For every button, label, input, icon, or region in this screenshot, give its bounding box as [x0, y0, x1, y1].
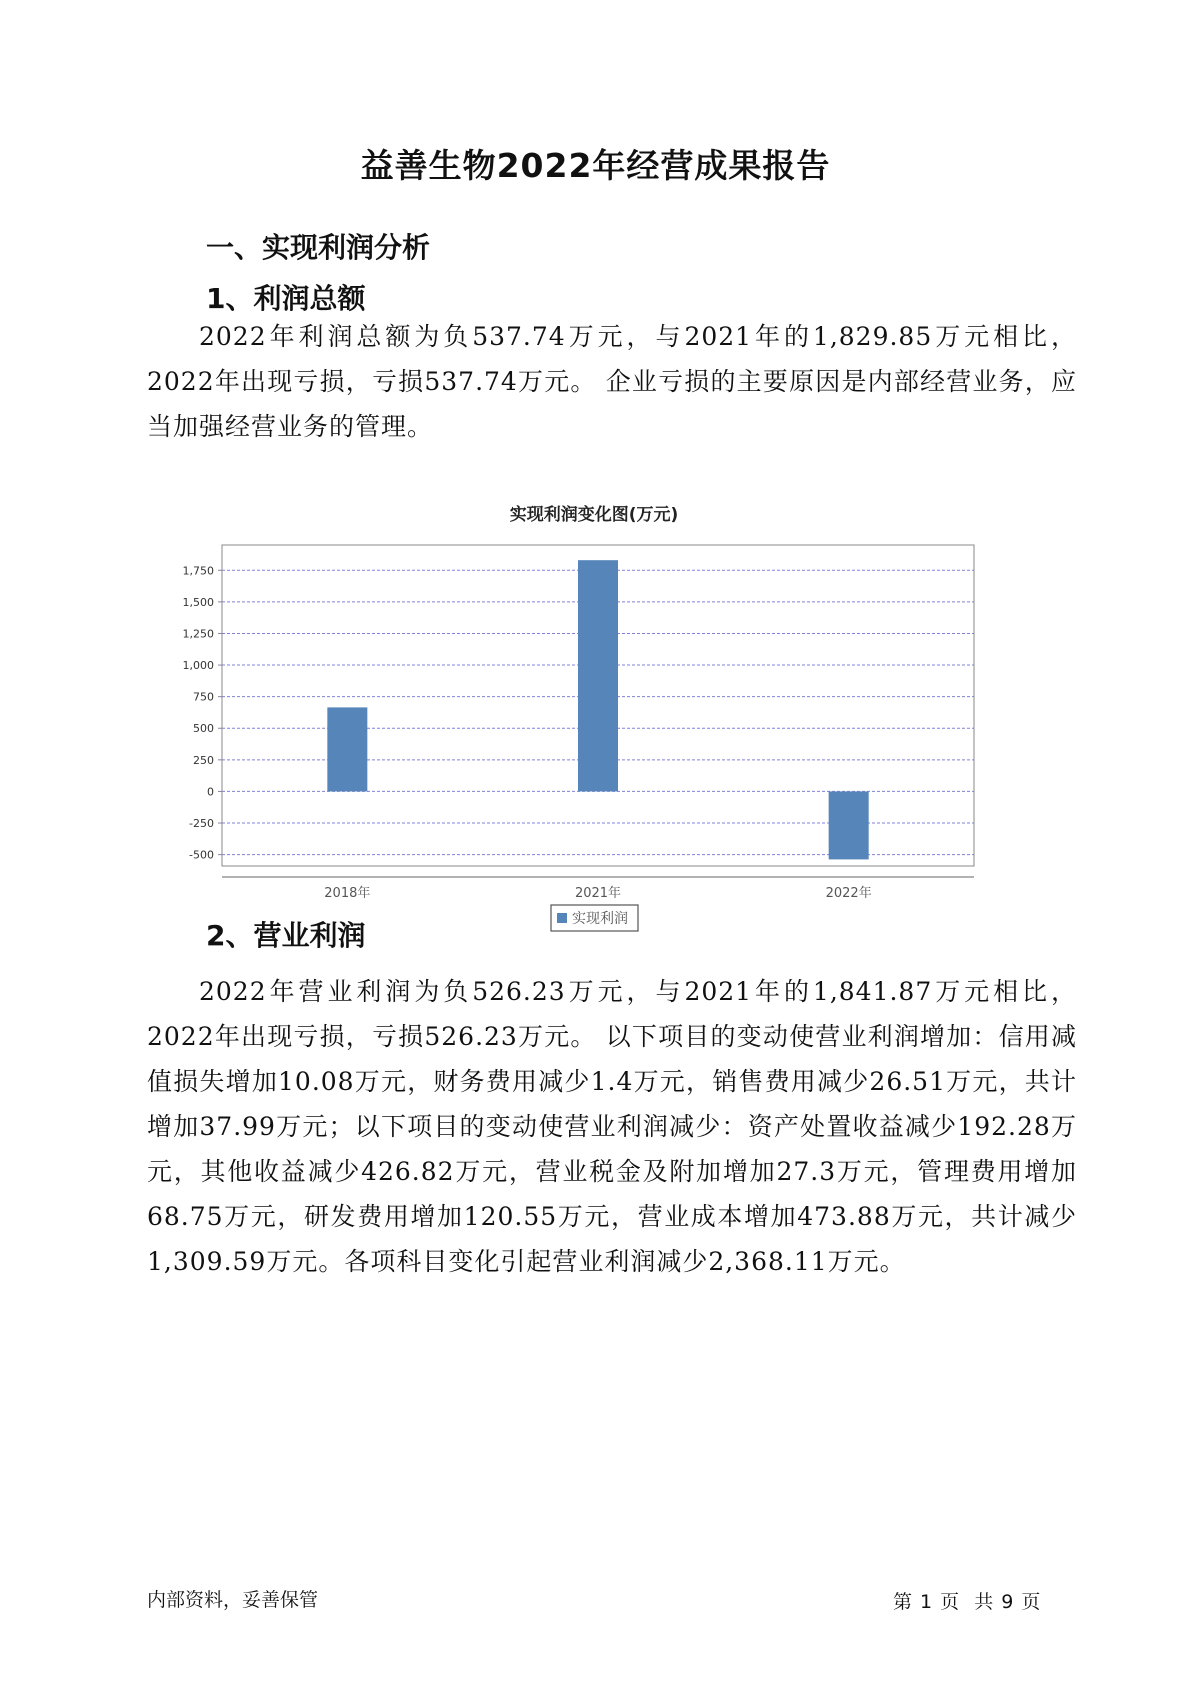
y-tick-label: 1,250 — [182, 627, 214, 641]
y-tick-label: 1,750 — [182, 564, 214, 578]
chart-title: 实现利润变化图(万元) — [509, 505, 679, 525]
legend-swatch — [557, 913, 567, 923]
x-tick-label: 2022年 — [825, 886, 872, 901]
legend-label: 实现利润 — [572, 911, 628, 927]
bar-2018年 — [327, 707, 367, 791]
section-heading-profit-analysis: 一、实现利润分析 — [206, 231, 431, 264]
subsection-heading-total-profit: 1、利润总额 — [206, 282, 366, 315]
total-profit-paragraph: 2022年利润总额为负537.74万元，与2021年的1,829.85万元相比，2022年出现亏损，亏损537.74万元。 企业亏损的主要原因是内部经营业务，应当加强经营业务的管理。 — [147, 322, 1077, 441]
operating-profit-paragraph: 2022年营业利润为负526.23万元，与2021年的1,841.87万元相比，2022年出现亏损，亏损526.23万元。 以下项目的变动使营业利润增加：信用减值损失增加10.08万元，财务费用减少1.4万元，销售费用减少26.51万元，共计增加37.99万元；以下项目的变动使营业利润减少：资产处置收益减少192.28万元，其他收益减少426.82万元，营业税金及附加增加27.3万元，管理费用增加68.75万元，研发费用增加120.55万元，营业成本增加473.88万元，共计减少1,309.59万元。各项科目变化引起营业利润减少2,368.11万元。 — [147, 977, 1077, 1276]
footer-confidential-note: 内部资料，妥善保管 — [147, 1589, 319, 1611]
x-tick-label: 2021年 — [574, 886, 622, 901]
chart-legend — [551, 905, 638, 931]
y-tick-label: 0 — [207, 785, 214, 799]
subsection-heading-operating-profit: 2、营业利润 — [206, 919, 366, 952]
bar-2022年 — [829, 791, 869, 859]
y-tick-label: 1,000 — [182, 659, 214, 673]
y-tick-label: -250 — [189, 817, 214, 831]
y-tick-label: 500 — [193, 722, 214, 736]
y-tick-label: 250 — [193, 753, 214, 767]
x-tick-label: 2018年 — [324, 886, 371, 901]
y-tick-label: 1,500 — [182, 595, 214, 609]
bar-2021年 — [578, 560, 618, 791]
footer-page-number: 第 1 页 共 9 页 — [893, 1591, 1042, 1613]
document-title: 益善生物2022年经营成果报告 — [360, 146, 831, 185]
profit-change-chart — [160, 495, 1030, 965]
y-tick-label: 750 — [193, 690, 214, 704]
chart-canvas — [160, 495, 1030, 965]
y-tick-label: -500 — [189, 848, 214, 862]
